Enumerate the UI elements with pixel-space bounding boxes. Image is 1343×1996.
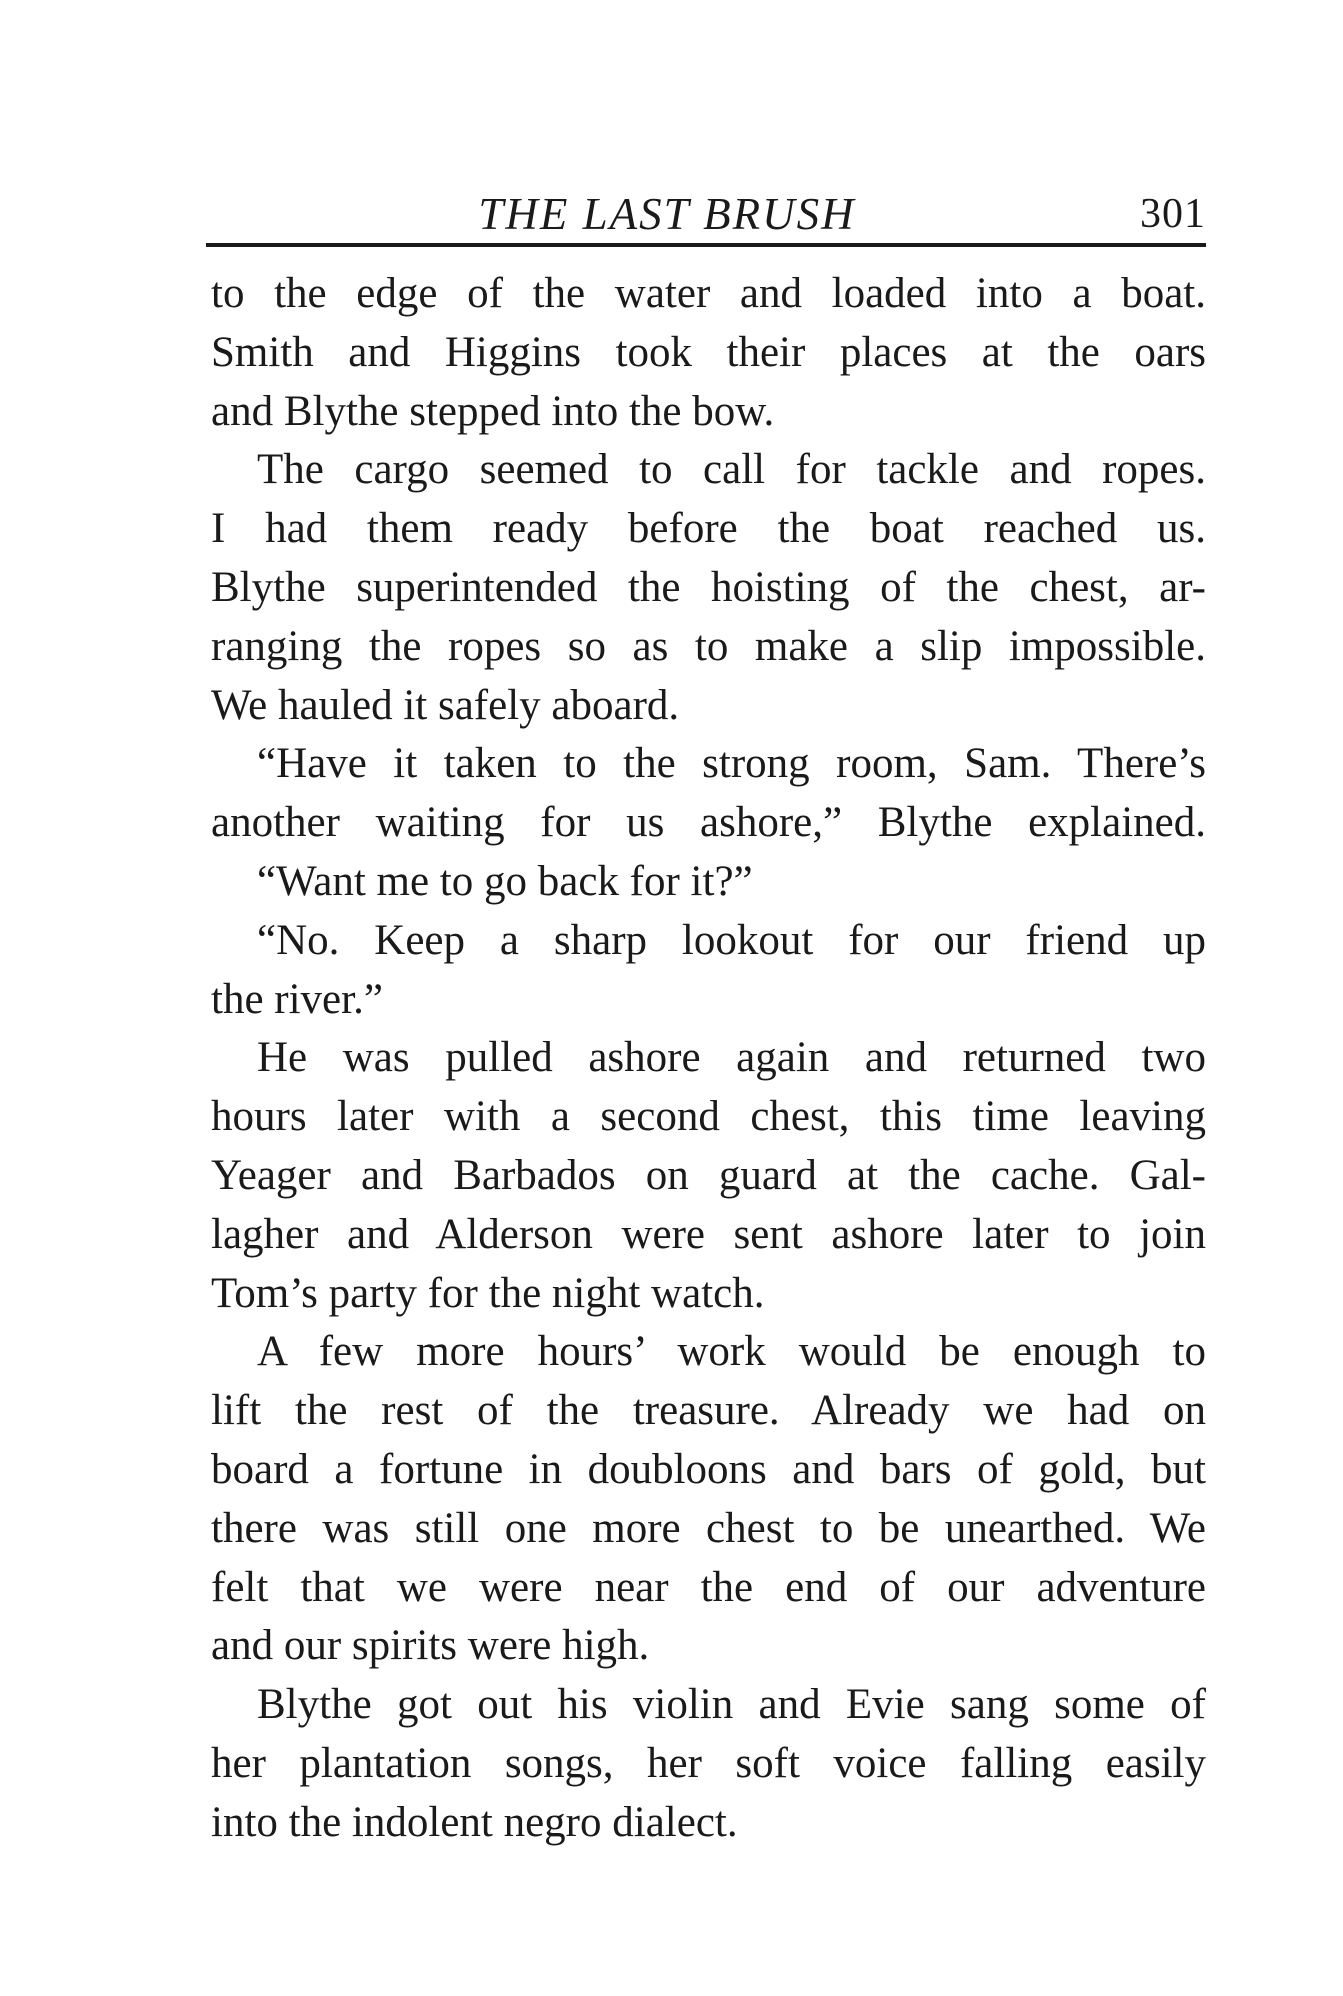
text-line: her plantation songs, her soft voice falling easily (211, 1739, 1206, 1787)
text-line: lift the rest of the treasure. Already we had on (211, 1387, 1206, 1435)
text-line: Blythe superintended the hoisting of the chest, ar- (211, 563, 1206, 611)
text-line: and our spirits were high. (211, 1622, 650, 1670)
text-line: Blythe got out his violin and Evie sang some of (257, 1681, 1206, 1729)
text-line: another waiting for us ashore,” Blythe explained. (211, 799, 1206, 847)
text-line: ranging the ropes so as to make a slip impossible. (211, 622, 1206, 670)
text-line: board a fortune in doubloons and bars of gold, but (211, 1445, 1206, 1493)
text-line: Smith and Higgins took their places at the oars (211, 328, 1206, 376)
header-rule (206, 243, 1206, 247)
page-number: 301 (1140, 191, 1206, 237)
text-line: “Want me to go back for it?” (257, 857, 753, 905)
text-line: there was still one more chest to be unearthed. We (211, 1504, 1206, 1552)
running-head (211, 186, 1206, 242)
text-line: to the edge of the water and loaded into a boat. (211, 270, 1206, 317)
text-line: Tom’s party for the night watch. (211, 1269, 765, 1317)
text-line: hours later with a second chest, this time leaving (211, 1093, 1206, 1141)
text-line: We hauled it safely aboard. (211, 681, 680, 729)
text-line: He was pulled ashore again and returned two (257, 1034, 1206, 1082)
text-line: lagher and Alderson were sent ashore later to join (211, 1210, 1206, 1258)
text-line: “No. Keep a sharp lookout for our friend up (257, 916, 1206, 964)
body-text (211, 265, 1206, 1853)
running-title: THE LAST BRUSH (478, 189, 856, 239)
text-line: the river.” (211, 975, 383, 1023)
text-line: The cargo seemed to call for tackle and ropes. (257, 446, 1206, 494)
text-line: I had them ready before the boat reached us. (211, 505, 1206, 553)
text-line: “Have it taken to the strong room, Sam. There’s (257, 740, 1206, 788)
text-line: A few more hours’ work would be enough to (257, 1328, 1206, 1376)
text-line: felt that we were near the end of our adventure (211, 1563, 1206, 1611)
text-line: and Blythe stepped into the bow. (211, 387, 775, 435)
text-line: Yeager and Barbados on guard at the cache. Gal- (211, 1151, 1206, 1199)
text-line: into the indolent negro dialect. (211, 1798, 738, 1846)
